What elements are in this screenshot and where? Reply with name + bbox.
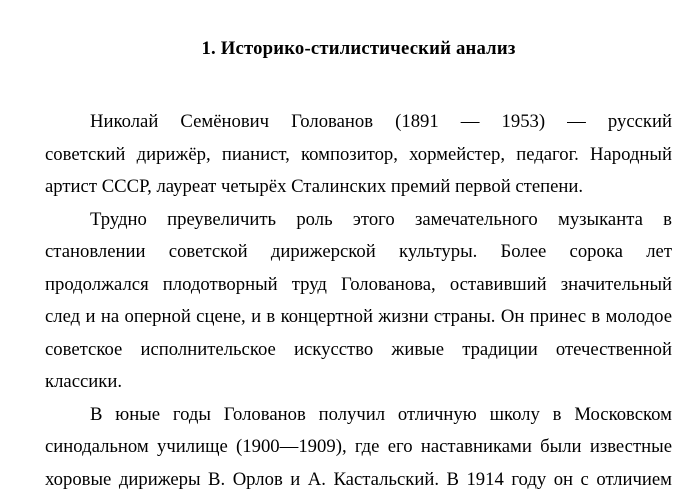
text-line: след и на оперной сцене, и в концертной жизни страны. Он принес в молодое <box>45 306 672 327</box>
text-line: продолжался плодотворный труд Голованова, оставивший значительный <box>45 273 672 295</box>
paragraph-youth <box>45 399 672 497</box>
text-line: советский дирижёр, пианист, композитор, хормейстер, педагог. Народный <box>45 143 672 165</box>
paragraph-intro <box>45 106 672 204</box>
document-title: 1. Историко-стилистический анализ <box>201 38 516 59</box>
text-line: советское исполнительское искусство живые традиции отечественной <box>45 338 672 360</box>
text-line: В юные годы Голованов получил отличную школу в Московском <box>90 403 672 425</box>
text-line: Николай Семёнович Голованов (1891 — 1953) — русский <box>90 111 672 132</box>
text-line: синодальном училище (1900—1909), где его наставниками были известные <box>45 436 672 457</box>
text-line: артист СССР, лауреат четырёх Сталинских премий первой степени. <box>45 176 584 197</box>
paragraph-role <box>45 204 672 399</box>
text-line: Трудно преувеличить роль этого замечательного музыканта в <box>90 208 672 230</box>
text-line: классики. <box>45 371 123 392</box>
text-line: хоровые дирижеры В. Орлов и А. Кастальский. В 1914 году он с отличием <box>45 468 672 490</box>
text-line: становлении советской дирижерской культуры. Более сорока лет <box>45 241 672 262</box>
